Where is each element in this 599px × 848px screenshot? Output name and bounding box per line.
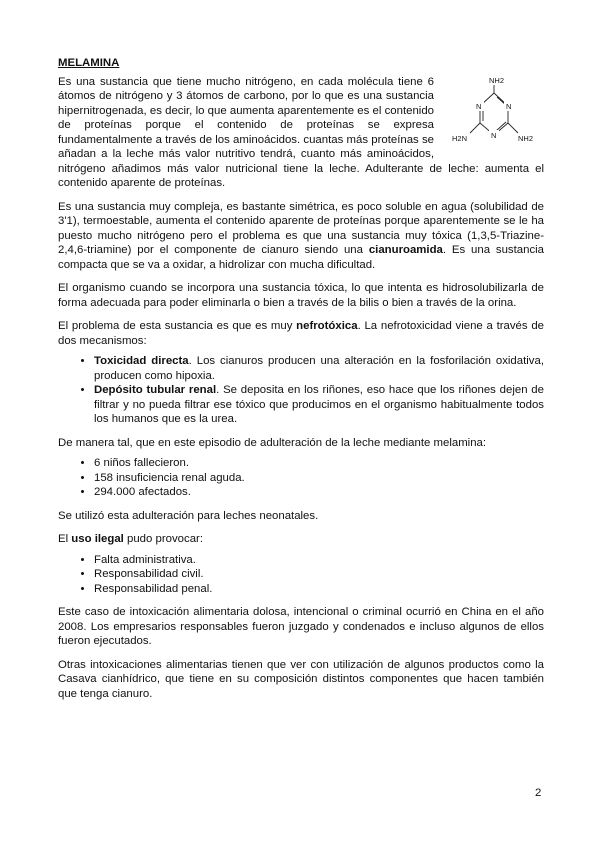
amine-top-label: NH2 xyxy=(489,75,505,85)
section-title: MELAMINA xyxy=(58,57,120,69)
melamine-structure-diagram xyxy=(440,73,548,153)
paragraph-illegal-use-text-b: pudo provocar: xyxy=(123,533,203,545)
term-nefrotoxica: nefrotóxica xyxy=(296,320,358,332)
list-item-consequence: • Responsabilidad civil. xyxy=(94,567,544,582)
document-page xyxy=(58,56,544,710)
paragraph-episode: De manera tal, que en este episodio de adulteración de la leche mediante melamina: xyxy=(58,436,487,449)
paragraph-nephrotoxicity-text-a: El problema de esta sustancia es que es muy xyxy=(58,320,297,332)
paragraph-properties-text-a: Es una sustancia muy compleja, es bastante simétrica, es poco soluble en agua (solubilidad de 3'1), termoestable, aumenta el contenido aparente de proteínas porque aparentemente se le ha puesto mucho nitrógeno pero el problema es que una sustancia muy tóxica (1,3,5-Triazine-2,4,6-triamine) por el componente de cianuro siendo una xyxy=(58,200,544,256)
paragraph-china-case: Este caso de intoxicación alimentaria dolosa, intencional o criminal ocurrió en China en el año 2008. Los empresarios responsables fueron juzgado y condenados e incluso algunos de ellos fueron ejecutados. xyxy=(58,606,544,647)
paragraph-neonatal: Se utilizó esta adulteración para leches neonatales. xyxy=(58,509,319,522)
mechanism-direct-text: . Los cianuros producen una alteración en la fosforilación oxidativa, producen como hipoxia. xyxy=(94,355,544,382)
paragraph-illegal-use-text-a: El xyxy=(58,533,72,545)
term-uso-ilegal: uso ilegal xyxy=(71,533,124,545)
mechanisms-list xyxy=(58,354,544,427)
stats-list xyxy=(58,456,544,500)
amine-right-label: NH2 xyxy=(518,133,534,143)
ring-n-right: N xyxy=(506,101,512,111)
paragraph-illegal-use xyxy=(58,532,544,547)
ring-n-bottom: N xyxy=(491,130,497,140)
paragraph-nephrotoxicity-text-b: . La nefrotoxicidad viene a través de dos mecanismos: xyxy=(58,320,544,347)
paragraph-properties-text-b: . Es una sustancia compacta que se va a oxidar, a hidrolizar con mucha dificultad. xyxy=(58,244,545,271)
ring-n-left: N xyxy=(476,101,482,111)
list-item-consequence: • Responsabilidad penal. xyxy=(94,582,544,597)
list-item-stat: • 6 niños fallecieron. xyxy=(94,456,544,471)
paragraph-properties xyxy=(58,200,544,273)
paragraph-organism: El organismo cuando se incorpora una sustancia tóxica, lo que intenta es hidrosolubilizarla de forma adecuada para poder eliminarla o bien a través de la bilis o bien a través de la orina. xyxy=(58,282,544,309)
page-number: 2 xyxy=(535,787,542,799)
term-cianuroamida: cianuroamida xyxy=(368,244,443,256)
amine-left-label: H2N xyxy=(452,133,468,143)
term-toxicidad-directa: Toxicidad directa xyxy=(94,355,189,367)
list-item-mechanism-tubular xyxy=(94,383,544,427)
list-item-stat: • 158 insuficiencia renal aguda. xyxy=(94,471,544,486)
list-item-consequence: • Falta administrativa. xyxy=(94,553,544,568)
paragraph-nephrotoxicity xyxy=(58,319,544,348)
list-item-mechanism-direct xyxy=(94,354,544,383)
paragraph-other-intoxications: Otras intoxicaciones alimentarias tienen que ver con utilización de algunos productos como la Casava cianhídrico, que tiene en su composición distintos componentes que hacen también que tenga cianuro. xyxy=(58,658,544,700)
list-item-stat: • 294.000 afectados. xyxy=(94,485,544,500)
paragraph-intro: Es una sustancia que tiene mucho nitrógeno, en cada molécula tiene 6 átomos de nitrógeno y 3 átomos de carbono, por lo que es una sustancia hipernitrogenada, es decir, lo que aumenta aparentemente es el contenido de proteínas porque el contenido de proteínas se expresa fundamentalmente a través de los aminoácidos. cuantas más proteínas se añadan a la leche más valor nutritivo tendrá, cuanto más aminoácidos, nitrógeno añadimos más valor nutricional tiene la leche. Adulterante de leche: aumenta el contenido aparente de proteínas. xyxy=(58,75,544,189)
term-deposito-tubular: Depósito tubular renal xyxy=(94,384,217,396)
consequences-list xyxy=(58,553,544,597)
mechanism-tubular-text: . Se deposita en los riñones, eso hace que los riñones dejen de filtrar y no pueda filtrar ese tóxico que producimos en el organismo habitualmente todos los humanos que es la urea. xyxy=(94,384,544,425)
